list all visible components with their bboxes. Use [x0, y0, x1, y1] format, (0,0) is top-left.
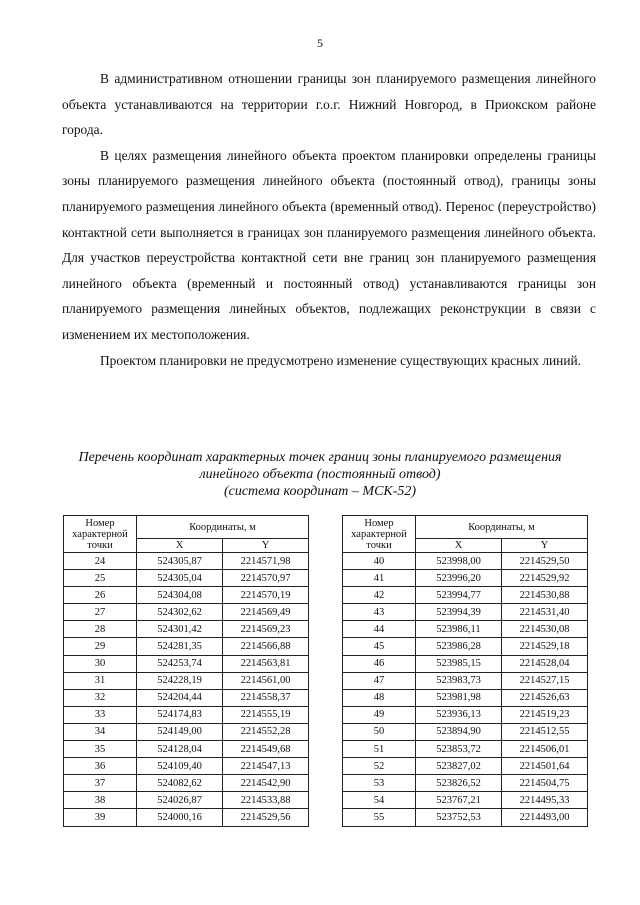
- table-row: [64, 553, 309, 570]
- header-coordinates: Координаты, м: [416, 516, 588, 539]
- table-row: [343, 809, 588, 826]
- x-coordinate-cell: 524305,04: [137, 570, 223, 587]
- table-row: [343, 689, 588, 706]
- y-coordinate-cell: 2214528,04: [502, 655, 588, 672]
- table-row: [343, 553, 588, 570]
- y-coordinate-cell: 2214529,56: [223, 809, 309, 826]
- y-coordinate-cell: 2214529,92: [502, 570, 588, 587]
- table-row: [343, 570, 588, 587]
- table-row: [343, 723, 588, 740]
- point-number-cell: 42: [343, 587, 416, 604]
- header-point-number: Номер характерной точки: [64, 516, 137, 553]
- x-coordinate-cell: 523936,13: [416, 706, 502, 723]
- table-row: [343, 638, 588, 655]
- x-coordinate-cell: 523981,98: [416, 689, 502, 706]
- point-number-cell: 38: [64, 792, 137, 809]
- y-coordinate-cell: 2214519,23: [502, 706, 588, 723]
- y-coordinate-cell: 2214526,63: [502, 689, 588, 706]
- x-coordinate-cell: 524204,44: [137, 689, 223, 706]
- table-row: [64, 621, 309, 638]
- y-coordinate-cell: 2214569,23: [223, 621, 309, 638]
- x-coordinate-cell: 524228,19: [137, 672, 223, 689]
- table-row: [343, 655, 588, 672]
- header-y: Y: [502, 539, 588, 553]
- y-coordinate-cell: 2214547,13: [223, 758, 309, 775]
- header-point-number: Номер характерной точки: [343, 516, 416, 553]
- table-row: [64, 587, 309, 604]
- x-coordinate-cell: 524305,87: [137, 553, 223, 570]
- x-coordinate-cell: 523994,77: [416, 587, 502, 604]
- paragraph-3: Проектом планировки не предусмотрено изменение существующих красных линий.: [100, 352, 582, 368]
- page-number: 5: [317, 36, 323, 50]
- point-number-cell: 39: [64, 809, 137, 826]
- table-row: [64, 723, 309, 740]
- table-row: [64, 570, 309, 587]
- y-coordinate-cell: 2214563,81: [223, 655, 309, 672]
- y-coordinate-cell: 2214533,88: [223, 792, 309, 809]
- point-number-cell: 36: [64, 758, 137, 775]
- point-number-cell: 52: [343, 758, 416, 775]
- y-coordinate-cell: 2214549,68: [223, 741, 309, 758]
- point-number-cell: 53: [343, 775, 416, 792]
- table-row: [343, 604, 588, 621]
- x-coordinate-cell: 524109,40: [137, 758, 223, 775]
- x-coordinate-cell: 524304,08: [137, 587, 223, 604]
- point-number-cell: 24: [64, 553, 137, 570]
- x-coordinate-cell: 523767,21: [416, 792, 502, 809]
- caption-line-1: Перечень координат характерных точек границ зоны планируемого размещения: [78, 450, 562, 465]
- x-coordinate-cell: 523983,73: [416, 672, 502, 689]
- table-row: [64, 655, 309, 672]
- y-coordinate-cell: 2214542,90: [223, 775, 309, 792]
- x-coordinate-cell: 523986,11: [416, 621, 502, 638]
- x-coordinate-cell: 523826,52: [416, 775, 502, 792]
- point-number-cell: 50: [343, 723, 416, 740]
- body-text: [62, 66, 596, 373]
- y-coordinate-cell: 2214512,55: [502, 723, 588, 740]
- point-number-cell: 34: [64, 723, 137, 740]
- table-row: [343, 741, 588, 758]
- paragraph-2: В целях размещения линейного объекта проектом планировки определены границы зоны планируемого размещения линейного объекта (постоянный отвод), границы зоны планируемого размещения линейного объекта (временный отвод). Перенос (переустройство) контактной сети выполняется в границах зон планируемого размещения линейного объекта. Для участков переустройства контактной сети вне границ зон планируемого размещения линейного объекта (временный и постоянный отвод) устанавливаются границы зон планируемого размещения линейных объектов, подлежащих реконструкции в связи с изменением их местоположения.: [62, 147, 596, 342]
- x-coordinate-cell: 523996,20: [416, 570, 502, 587]
- y-coordinate-cell: 2214529,50: [502, 553, 588, 570]
- y-coordinate-cell: 2214566,88: [223, 638, 309, 655]
- table-row: [64, 672, 309, 689]
- point-number-cell: 30: [64, 655, 137, 672]
- table-row: [64, 792, 309, 809]
- point-number-cell: 27: [64, 604, 137, 621]
- y-coordinate-cell: 2214530,08: [502, 621, 588, 638]
- table-row: [343, 706, 588, 723]
- x-coordinate-cell: 523985,15: [416, 655, 502, 672]
- coordinates-table-left: [63, 515, 309, 827]
- point-number-cell: 37: [64, 775, 137, 792]
- y-coordinate-cell: 2214530,88: [502, 587, 588, 604]
- point-number-cell: 44: [343, 621, 416, 638]
- table-row: [64, 758, 309, 775]
- point-number-cell: 45: [343, 638, 416, 655]
- table-body: [343, 553, 588, 827]
- table-row: [64, 689, 309, 706]
- header-x: X: [416, 539, 502, 553]
- y-coordinate-cell: 2214570,97: [223, 570, 309, 587]
- x-coordinate-cell: 524281,35: [137, 638, 223, 655]
- x-coordinate-cell: 523998,00: [416, 553, 502, 570]
- table-row: [343, 792, 588, 809]
- y-coordinate-cell: 2214561,00: [223, 672, 309, 689]
- y-coordinate-cell: 2214493,00: [502, 809, 588, 826]
- point-number-cell: 55: [343, 809, 416, 826]
- y-coordinate-cell: 2214529,18: [502, 638, 588, 655]
- point-number-cell: 28: [64, 621, 137, 638]
- x-coordinate-cell: 524149,00: [137, 723, 223, 740]
- x-coordinate-cell: 524301,42: [137, 621, 223, 638]
- table-row: [64, 741, 309, 758]
- x-coordinate-cell: 523994,39: [416, 604, 502, 621]
- point-number-cell: 31: [64, 672, 137, 689]
- point-number-cell: 29: [64, 638, 137, 655]
- table-body: [64, 553, 309, 827]
- x-coordinate-cell: 524026,87: [137, 792, 223, 809]
- table-row: [343, 775, 588, 792]
- y-coordinate-cell: 2214504,75: [502, 775, 588, 792]
- point-number-cell: 54: [343, 792, 416, 809]
- table-row: [64, 775, 309, 792]
- x-coordinate-cell: 523853,72: [416, 741, 502, 758]
- point-number-cell: 51: [343, 741, 416, 758]
- coordinates-table-right: [342, 515, 588, 827]
- point-number-cell: 33: [64, 706, 137, 723]
- table-row: [64, 604, 309, 621]
- point-number-cell: 43: [343, 604, 416, 621]
- x-coordinate-cell: 523894,90: [416, 723, 502, 740]
- point-number-cell: 47: [343, 672, 416, 689]
- header-coordinates: Координаты, м: [137, 516, 309, 539]
- point-number-cell: 25: [64, 570, 137, 587]
- y-coordinate-cell: 2214527,15: [502, 672, 588, 689]
- x-coordinate-cell: 524302,62: [137, 604, 223, 621]
- x-coordinate-cell: 524082,62: [137, 775, 223, 792]
- y-coordinate-cell: 2214552,28: [223, 723, 309, 740]
- table-caption: [40, 449, 600, 500]
- caption-line-2: линейного объекта (постоянный отвод): [199, 467, 441, 482]
- header-x: X: [137, 539, 223, 553]
- point-number-cell: 46: [343, 655, 416, 672]
- y-coordinate-cell: 2214571,98: [223, 553, 309, 570]
- table-row: [64, 638, 309, 655]
- table-row: [343, 672, 588, 689]
- table-row: [343, 621, 588, 638]
- y-coordinate-cell: 2214570,19: [223, 587, 309, 604]
- paragraph-1: В административном отношении границы зон планируемого размещения линейного объекта устанавливаются на территории г.о.г. Нижний Новгород, в Приокском районе города.: [62, 71, 596, 138]
- x-coordinate-cell: 523986,28: [416, 638, 502, 655]
- y-coordinate-cell: 2214531,40: [502, 604, 588, 621]
- x-coordinate-cell: 523752,53: [416, 809, 502, 826]
- x-coordinate-cell: 524000,16: [137, 809, 223, 826]
- x-coordinate-cell: 524253,74: [137, 655, 223, 672]
- y-coordinate-cell: 2214506,01: [502, 741, 588, 758]
- x-coordinate-cell: 524174,83: [137, 706, 223, 723]
- caption-line-3: (система координат – МСК-52): [223, 484, 417, 499]
- table-row: [343, 587, 588, 604]
- y-coordinate-cell: 2214555,19: [223, 706, 309, 723]
- y-coordinate-cell: 2214558,37: [223, 689, 309, 706]
- point-number-cell: 41: [343, 570, 416, 587]
- point-number-cell: 35: [64, 741, 137, 758]
- point-number-cell: 32: [64, 689, 137, 706]
- point-number-cell: 49: [343, 706, 416, 723]
- y-coordinate-cell: 2214495,33: [502, 792, 588, 809]
- table-row: [64, 706, 309, 723]
- x-coordinate-cell: 524128,04: [137, 741, 223, 758]
- x-coordinate-cell: 523827,02: [416, 758, 502, 775]
- table-row: [343, 758, 588, 775]
- header-y: Y: [223, 539, 309, 553]
- point-number-cell: 48: [343, 689, 416, 706]
- point-number-cell: 40: [343, 553, 416, 570]
- y-coordinate-cell: 2214569,49: [223, 604, 309, 621]
- point-number-cell: 26: [64, 587, 137, 604]
- y-coordinate-cell: 2214501,64: [502, 758, 588, 775]
- table-row: [64, 809, 309, 826]
